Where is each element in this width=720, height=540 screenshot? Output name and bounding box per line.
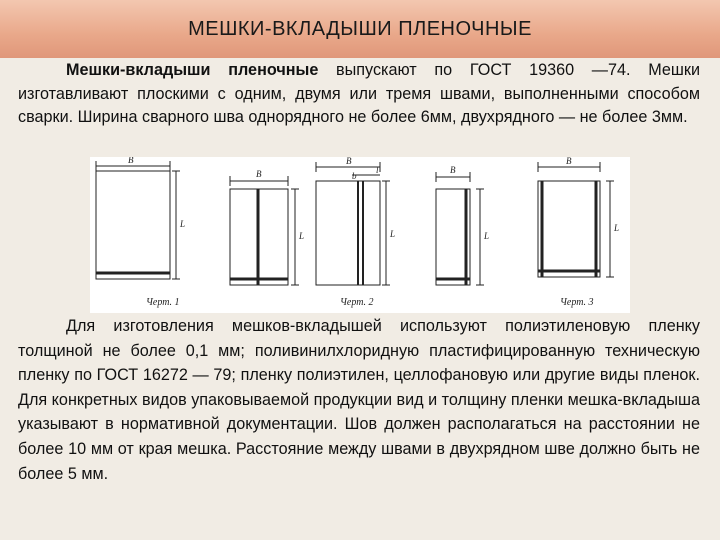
bag-drawings-svg — [90, 157, 630, 313]
slide-title: МЕШКИ-ВКЛАДЫШИ ПЛЕНОЧНЫЕ — [188, 17, 532, 40]
drawing-2c — [436, 172, 484, 285]
dim-label-l1: L — [180, 219, 186, 229]
drawing-3 — [538, 162, 614, 277]
dim-label-gap: b — [352, 171, 357, 181]
caption-1: Черт. 1 — [146, 297, 180, 308]
intro-bold-term: Мешки-вкладыши пленочные — [66, 61, 319, 79]
dim-label-b1: B — [128, 157, 134, 165]
caption-2: Черт. 2 — [340, 297, 374, 308]
bag-outline-3 — [538, 181, 600, 277]
slide-header — [0, 0, 720, 58]
bag-outline-1 — [96, 171, 170, 279]
bag-drawings-figure — [90, 157, 630, 313]
dim-label-l2b: L — [390, 229, 396, 239]
dim-label-b2b: B — [346, 157, 352, 166]
dim-label-b2c: B — [450, 165, 456, 175]
body-paragraph — [18, 314, 700, 486]
intro-paragraph — [18, 59, 700, 130]
body-text: Для изготовления мешков-вкладышей используют полиэтиленовую пленку толщиной не более 0,1 мм; поливинилхлоридную пластифицированную техническую пленку по ГОСТ 16272 — 79; пленку полиэтилен, целлофановую или другие виды пленок. Для конкретных видов упаковываемой продукции вид и толщину пленки мешка-вкладыша указывают в нормативной документации. Шов должен располагаться на расстоянии не более 10 мм от края мешка. Расстояние между швами в двухрядном шве должно быть не более 5 мм. — [18, 317, 700, 483]
bag-outline-2b — [316, 181, 380, 285]
drawing-2a — [230, 176, 299, 285]
dim-label-b2a: B — [256, 169, 262, 179]
dim-label-l2a: L — [299, 231, 305, 241]
dim-label-l2c: L — [484, 231, 490, 241]
drawing-1 — [96, 161, 180, 279]
dim-label-l3: L — [614, 223, 620, 233]
dim-label-b3: B — [566, 157, 572, 166]
dim-label-seam: l — [376, 165, 379, 175]
caption-3: Черт. 3 — [560, 297, 594, 308]
intro-text: выпускают по ГОСТ 19360 —74. Мешки изготавливают плоскими с одним, двумя или тремя швами, выполненными способом сварки. Ширина сварного шва однорядного не более 6мм, двухрядного — не более 3мм. — [18, 61, 700, 126]
